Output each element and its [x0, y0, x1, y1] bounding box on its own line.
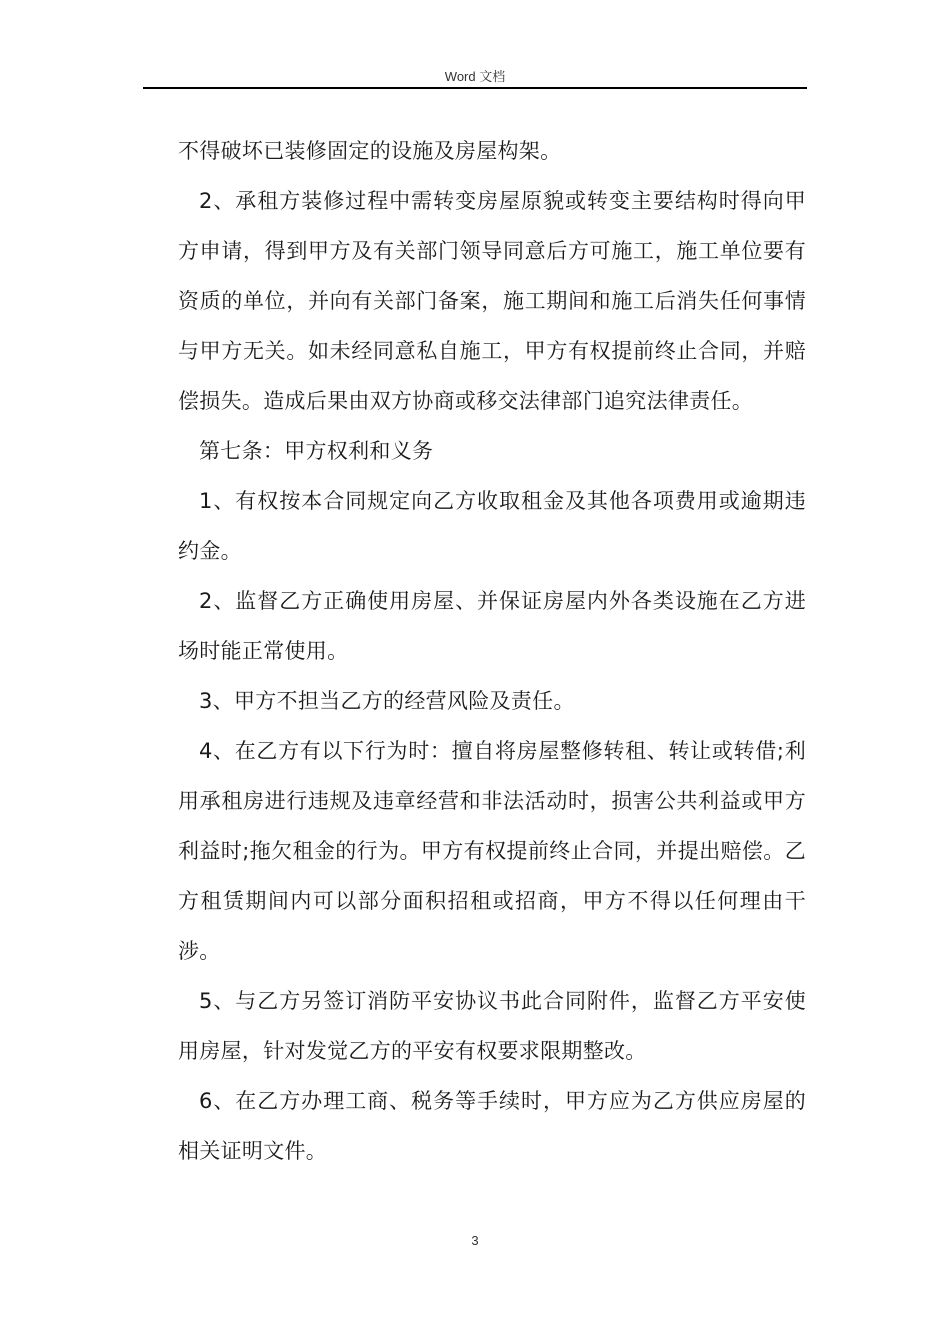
paragraph-clause-5: 5、与乙方另签订消防平安协议书此合同附件，监督乙方平安使用房屋，针对发觉乙方的平安有权要求限期整改。: [178, 989, 806, 1063]
page-number: 3: [471, 1233, 479, 1248]
page-header-title: Word 文档: [444, 69, 506, 84]
header-divider: [143, 87, 807, 89]
paragraph-clause-3: 3、甲方不担当乙方的经营风险及责任。: [199, 689, 575, 713]
paragraph-clause-2-renovation: 2、承租方装修过程中需转变房屋原貌或转变主要结构时得向甲方申请，得到甲方及有关部门领导同意后方可施工，施工单位要有资质的单位，并向有关部门备案，施工期间和施工后消失任何事情与甲方无关。如未经同意私自施工，甲方有权提前终止合同，并赔偿损失。造成后果由双方协商或移交法律部门追究法律责任。: [178, 189, 806, 413]
paragraph-clause-4: 4、在乙方有以下行为时：擅自将房屋整修转租、转让或转借;利用承租房进行违规及违章经营和非法活动时，损害公共利益或甲方利益时;拖欠租金的行为。甲方有权提前终止合同，并提出赔偿。乙方租赁期间内可以部分面积招租或招商，甲方不得以任何理由干涉。: [178, 739, 806, 963]
document-body: [178, 126, 806, 1176]
paragraph-continuation: 不得破坏已装修固定的设施及房屋构架。: [178, 139, 562, 163]
paragraph-clause-6: 6、在乙方办理工商、税务等手续时，甲方应为乙方供应房屋的相关证明文件。: [178, 1089, 806, 1163]
paragraph-clause-2: 2、监督乙方正确使用房屋、并保证房屋内外各类设施在乙方进场时能正常使用。: [178, 589, 806, 663]
section-heading-article-7: 第七条：甲方权利和义务: [199, 439, 434, 463]
paragraph-clause-1: 1、有权按本合同规定向乙方收取租金及其他各项费用或逾期违约金。: [178, 489, 806, 563]
